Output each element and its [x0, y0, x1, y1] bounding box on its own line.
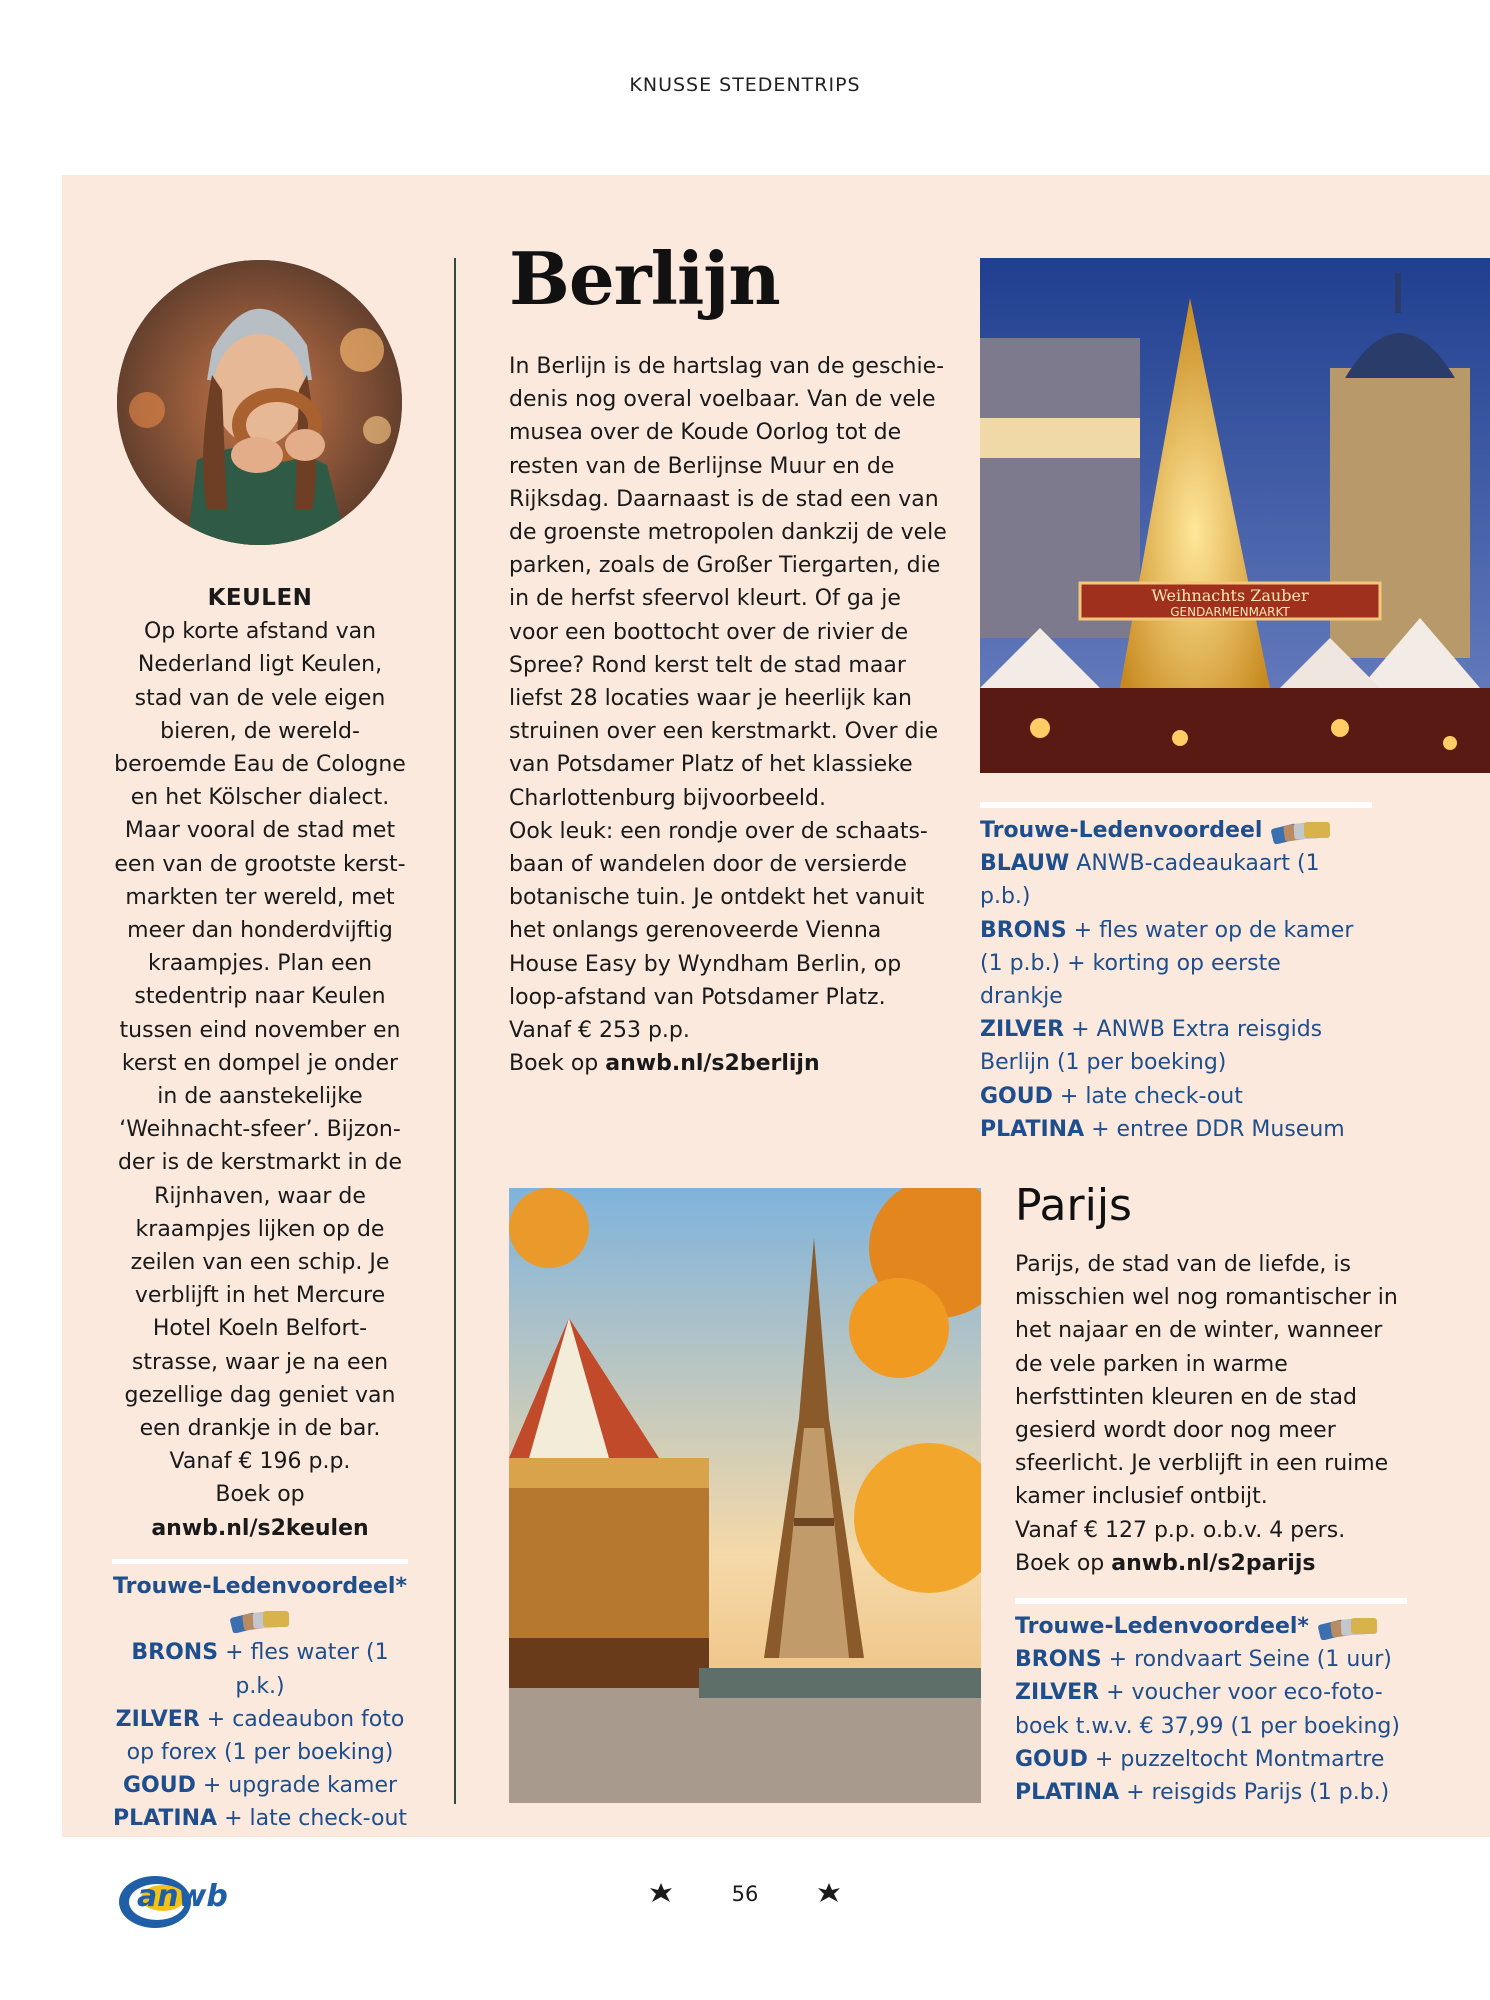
keulen-perk-row [112, 1636, 408, 1702]
berlijn-column [509, 350, 949, 1080]
perk-text: + cadeaubon foto op forex (1 per boeking) [126, 1706, 405, 1765]
berlijn-perks-title: Trouwe-Ledenvoordeel [980, 818, 1263, 843]
keulen-perk-row [112, 1802, 408, 1835]
christmas-market-illustration [980, 258, 1490, 773]
section-header: KNUSSE STEDENTRIPS [629, 74, 861, 96]
perk-text: + rondvaart Seine (1 uur) [1108, 1647, 1392, 1673]
parijs-perks-title: Trouwe-Ledenvoordeel* [1015, 1614, 1309, 1639]
parijs-column [1015, 1248, 1400, 1580]
perk-tier: BRONS [980, 917, 1067, 943]
berlijn-title: Berlijn [509, 236, 780, 321]
parijs-book-link[interactable]: anwb.nl/s2parijs [1111, 1550, 1316, 1576]
market-sign-line1: Weihnachts Zauber [1151, 586, 1309, 605]
perk-text: ANWB-cadeaukaart (1 p.b.) [980, 851, 1320, 910]
perk-tier: GOUD [122, 1773, 196, 1799]
parijs-perks-list [1015, 1610, 1405, 1809]
perk-tier: ZILVER [980, 1017, 1065, 1043]
market-sign-line2: GENDARMENMARKT [1170, 605, 1290, 619]
ornament-right-icon [816, 1880, 842, 1906]
parijs-perk-row [1015, 1743, 1405, 1776]
berlijn-perk-row [980, 914, 1370, 1014]
berlijn-perk-row [980, 1113, 1370, 1146]
perk-text: + entree DDR Museum [1091, 1116, 1345, 1142]
perk-tier: BRONS [131, 1640, 219, 1666]
berlijn-book [509, 1047, 949, 1080]
keulen-column [112, 582, 408, 1836]
parijs-perk-row [1015, 1643, 1405, 1676]
page-number: 56 [731, 1882, 759, 1906]
perk-tier: ZILVER [115, 1706, 200, 1732]
berlijn-perk-row [980, 1013, 1370, 1079]
berlijn-perks-separator [980, 802, 1372, 808]
berlijn-perk-row [980, 847, 1370, 913]
berlijn-body-2: Ook leuk: een rondje over de schaats-baan of wandelen door de versierde botanische tuin. Je ontdekt het vanuit het onlangs gerenoveerde Vienna House Easy by Wyndham Berlin, op loop-afstand van Potsdamer Platz. [509, 818, 928, 1010]
keulen-perks-list [112, 1636, 408, 1835]
parijs-perk-row [1015, 1676, 1405, 1742]
member-cards-icon [1270, 818, 1332, 844]
member-cards-icon [1317, 1614, 1379, 1640]
parijs-book-label: Boek op [1015, 1550, 1105, 1576]
berlijn-price: Vanaf € 253 p.p. [509, 1018, 690, 1044]
keulen-price: Vanaf € 196 p.p. [169, 1449, 351, 1475]
perk-tier: PLATINA [1015, 1780, 1120, 1806]
berlijn-body: In Berlijn is de hartslag van de geschie-denis nog overal voelbaar. Van de vele musea over de Koude Oorlog tot de resten van de Berlijnse Muur en de Rijksdag. Daarnaast is de stad een van de groenste metropolen dankzij de vele parken, zoals de Großer Tiergarten, die in de herfst sfeervol kleurt. Of ga je voor een boottocht over de rivier de Spree? Rond kerst telt de stad maar liefst 28 locaties waar je heerlijk kan struinen over een kerstmarkt. Over die van Potsdamer Platz of het klassieke Charlottenburg bijvoorbeeld. [509, 354, 947, 811]
keulen-title: KEULEN [207, 585, 313, 611]
berlijn-photo [980, 258, 1490, 773]
berlijn-perks-title-row [980, 814, 1370, 847]
berlijn-perks [980, 802, 1370, 1146]
parijs-body: Parijs, de stad van de liefde, is misschien wel nog romantischer in het najaar en de winter, wanneer de vele parken in warme herfsttinten kleuren en de stad gesierd wordt door nog meer sfeerlicht. Je verblijft in een ruime kamer inclusief ontbijt. [1015, 1252, 1398, 1510]
keulen-body: Op korte afstand van Nederland ligt Keulen, stad van de vele eigen bieren, de wereld-beroemde Eau de Cologne en het Kölscher dialect. Maar vooral de stad met een van de grootste kerst-markten ter wereld, met meer dan honderdvijftig kraampjes. Plan een stedentrip naar Keulen tussen eind november en kerst en dompel je onder in de aanstekelijke ‘Weihnacht-sfeer’. Bijzon-der is de kerstmarkt in de Rijnhaven, waar de kraampjes lijken op de zeilen van een schip. Je verblijft in het Mercure Hotel Koeln Belfort-strasse, waar je na een gezellige dag geniet van een drankje in de bar. [114, 619, 406, 1442]
perk-text: + upgrade kamer [202, 1773, 398, 1799]
parijs-price: Vanaf € 127 p.p. o.b.v. 4 pers. [1015, 1517, 1346, 1543]
perk-text: + puzzeltocht Montmartre [1094, 1746, 1385, 1772]
keulen-perk-row [112, 1703, 408, 1769]
logo-text: anwb [137, 1879, 228, 1914]
woman-with-pretzel-illustration [117, 260, 402, 545]
keulen-perks-title: Trouwe-Ledenvoordeel* [113, 1573, 407, 1599]
keulen-photo [117, 260, 402, 545]
keulen-book-label: Boek op [215, 1482, 305, 1508]
keulen-book-link[interactable]: anwb.nl/s2keulen [151, 1515, 369, 1541]
parijs-perks-separator [1015, 1598, 1407, 1604]
keulen-perks-separator [112, 1559, 408, 1564]
parijs-perk-row [1015, 1776, 1405, 1809]
perk-tier: PLATINA [980, 1116, 1085, 1142]
perk-text: + late check-out [1059, 1083, 1243, 1109]
keulen-perk-row [112, 1769, 408, 1802]
parijs-perks [1015, 1598, 1405, 1809]
perk-text: + ANWB Extra reisgids Berlijn (1 per boeking) [980, 1017, 1323, 1076]
parijs-title: Parijs [1015, 1180, 1132, 1231]
parijs-photo [509, 1188, 981, 1803]
berlijn-book-link[interactable]: anwb.nl/s2berlijn [605, 1051, 820, 1077]
perk-text: + fles water (1 p.k.) [225, 1640, 389, 1699]
perk-text: + fles water op de kamer (1 p.b.) + korting op eerste drankje [980, 917, 1354, 1010]
perk-text: + voucher voor eco-foto-boek t.w.v. € 37,99 (1 per boeking) [1015, 1680, 1400, 1739]
perk-tier: GOUD [980, 1083, 1053, 1109]
perk-text: + reisgids Parijs (1 p.b.) [1126, 1780, 1390, 1806]
parijs-book [1015, 1547, 1400, 1580]
berlijn-perks-list [980, 814, 1370, 1146]
perk-tier: PLATINA [112, 1806, 218, 1832]
perk-tier: GOUD [1015, 1746, 1088, 1772]
perk-tier: BRONS [1015, 1647, 1102, 1673]
column-divider [454, 258, 456, 1804]
eiffel-tower-carousel-illustration [509, 1188, 981, 1803]
perk-tier: ZILVER [1015, 1680, 1100, 1706]
perk-text: + late check-out [224, 1806, 408, 1832]
perk-tier: BLAUW [980, 851, 1070, 877]
parijs-perks-title-row [1015, 1610, 1405, 1643]
member-cards-icon [112, 1603, 408, 1636]
berlijn-perk-row [980, 1080, 1370, 1113]
berlijn-book-label: Boek op [509, 1051, 599, 1077]
